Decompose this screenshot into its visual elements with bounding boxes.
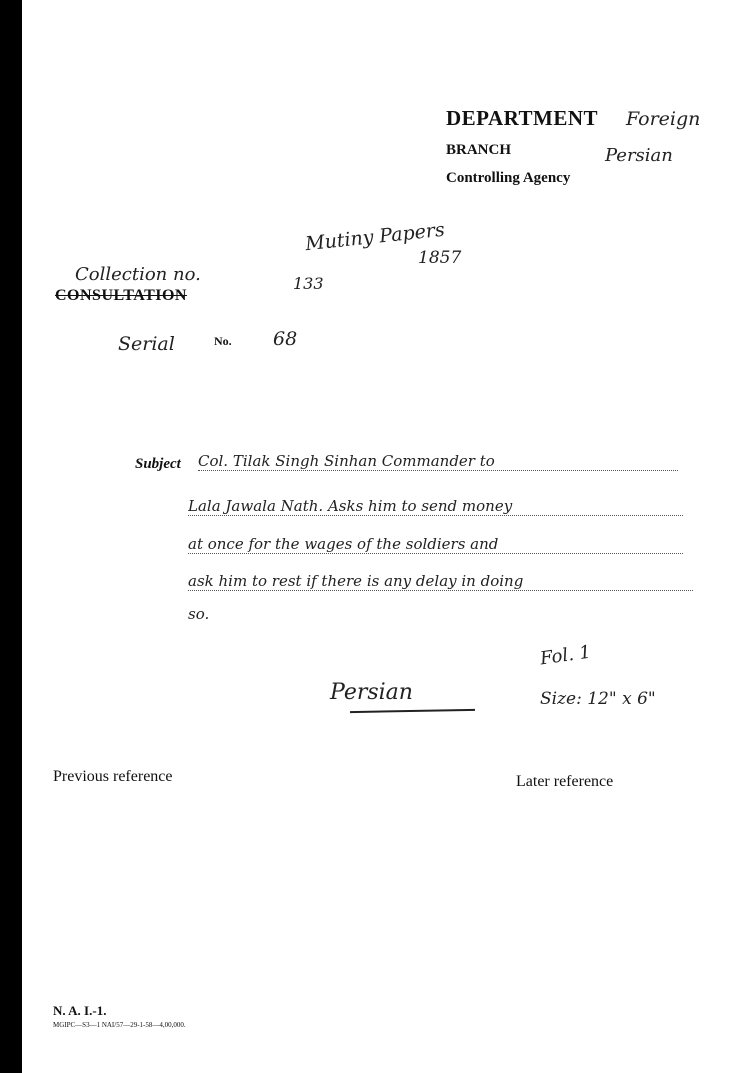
consultation-label: CONSULTATION [55, 287, 187, 304]
size-note: Size: 12" x 6" [540, 689, 656, 709]
subject-line-1: Col. Tilak Singh Sinhan Commander to [198, 452, 678, 471]
branch-value: Persian [605, 145, 673, 166]
controlling-agency-label: Controlling Agency [446, 170, 571, 186]
language-note: Persian [330, 680, 413, 705]
department-label: DEPARTMENT [446, 106, 599, 130]
annotation-year: 1857 [418, 248, 462, 268]
later-reference-label: Later reference [516, 773, 614, 790]
collection-label: Collection no. [75, 264, 201, 285]
print-line: MGIPC—S3—1 NAI/57—29-1-58—4,00,000. [53, 1021, 186, 1029]
department-value: Foreign [626, 108, 701, 130]
serial-value: 68 [273, 328, 298, 350]
branch-label: BRANCH [446, 142, 512, 158]
collection-value: 133 [293, 274, 324, 293]
subject-line-3: at once for the wages of the soldiers and [188, 535, 683, 554]
serial-printed-label: No. [214, 334, 232, 348]
previous-reference-label: Previous reference [53, 768, 173, 785]
serial-handwritten-label: Serial [118, 333, 175, 355]
subject-line-4: ask him to rest if there is any delay in doing [188, 572, 693, 591]
folio-note: Fol. 1 [538, 641, 593, 670]
language-underline [350, 709, 475, 713]
subject-label: Subject [135, 456, 181, 472]
form-code: N. A. I.-1. [53, 1003, 107, 1018]
subject-line-2: Lala Jawala Nath. Asks him to send money [188, 497, 683, 516]
scan-edge-bar [0, 0, 22, 1073]
annotation-title: Mutiny Papers [304, 218, 446, 256]
subject-line-5: so. [188, 605, 210, 623]
